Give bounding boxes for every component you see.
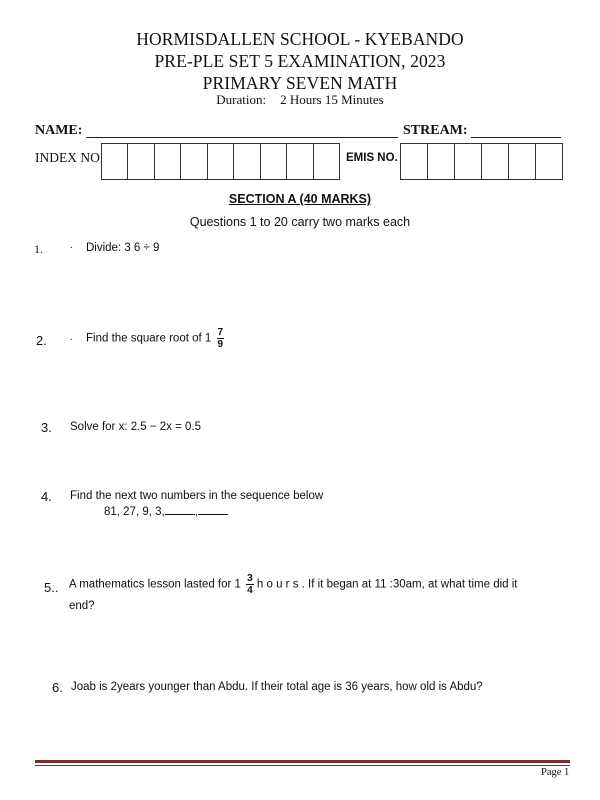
emis-cell[interactable] (401, 144, 428, 179)
duration-value: 2 Hours 15 Minutes (280, 92, 384, 107)
index-cell[interactable] (234, 144, 261, 179)
emis-number-grid[interactable] (400, 143, 563, 180)
page-number: Page 1 (541, 767, 570, 778)
school-name: HORMISDALLEN SCHOOL - KYEBANDO (136, 29, 464, 49)
question-3-number: 3. (41, 420, 52, 435)
footer-rule-thin (35, 765, 570, 766)
index-cell[interactable] (181, 144, 208, 179)
question-5-body-rest: h o u r s . If it began at 11 :30am, at what time did it (253, 578, 518, 591)
name-field[interactable] (86, 137, 398, 138)
emis-cell[interactable] (536, 144, 563, 179)
index-cell[interactable] (128, 144, 155, 179)
index-cell[interactable] (314, 144, 340, 179)
question-5-text (69, 573, 518, 596)
duration-label: Duration: (216, 92, 267, 107)
duration (0, 92, 600, 108)
question-1-text: Divide: 3 6 ÷ 9 (86, 242, 160, 254)
question-3-text: Solve for x: 2.5 − 2x = 0.5 (70, 421, 202, 433)
question-6-number: 6. (52, 680, 63, 695)
question-5-number: 5.. (44, 580, 59, 595)
index-cell[interactable] (261, 144, 287, 179)
stream-label: STREAM: (403, 123, 468, 138)
fraction-numerator: 7 (217, 327, 224, 338)
stream-field[interactable] (471, 137, 561, 138)
index-label: INDEX NO (35, 150, 100, 165)
index-cell[interactable] (102, 144, 128, 179)
emis-cell[interactable] (509, 144, 536, 179)
question-2-text (86, 327, 224, 350)
bullet-dot: . (70, 332, 73, 343)
question-2-number: 2. (36, 333, 47, 348)
question-4-sequence: 81, 27, 9, 3, , (104, 506, 228, 518)
index-cell[interactable] (287, 144, 314, 179)
index-cell[interactable] (155, 144, 181, 179)
exam-title: PRE-PLE SET 5 EXAMINATION, 2023 (154, 51, 446, 71)
bullet-dot: . (70, 240, 73, 251)
fraction (246, 573, 254, 596)
question-1-number: 1. (34, 242, 43, 256)
fraction-denominator: 4 (247, 585, 253, 596)
section-title: SECTION A (40 MARKS) (228, 192, 372, 206)
index-number-grid[interactable] (101, 143, 340, 180)
question-2-body: Find the square root of 1 (86, 332, 212, 345)
question-4-number: 4. (41, 489, 52, 504)
question-6-text: Joab is 2years younger than Abdu. If their total age is 36 years, how old is Abdu? (71, 681, 483, 693)
emis-cell[interactable] (455, 144, 482, 179)
section-instruction: Questions 1 to 20 carry two marks each (189, 215, 411, 229)
question-5-body: A mathematics lesson lasted for 1 (69, 578, 241, 591)
answer-blank[interactable] (198, 514, 228, 515)
fraction-denominator: 9 (217, 339, 224, 350)
footer-rule (35, 760, 570, 763)
name-label: NAME: (35, 123, 83, 138)
emis-label: EMIS NO. (346, 152, 398, 164)
fraction-numerator: 3 (247, 573, 253, 584)
emis-cell[interactable] (428, 144, 455, 179)
answer-blank[interactable] (165, 514, 195, 515)
emis-cell[interactable] (482, 144, 509, 179)
subject-title: PRIMARY SEVEN MATH (202, 73, 398, 93)
fraction (217, 327, 225, 350)
index-cell[interactable] (208, 144, 234, 179)
question-4-text: Find the next two numbers in the sequence below (70, 490, 324, 502)
sequence-values: 81, 27, 9, 3, (104, 506, 165, 518)
question-5-continued: end? (69, 600, 95, 612)
